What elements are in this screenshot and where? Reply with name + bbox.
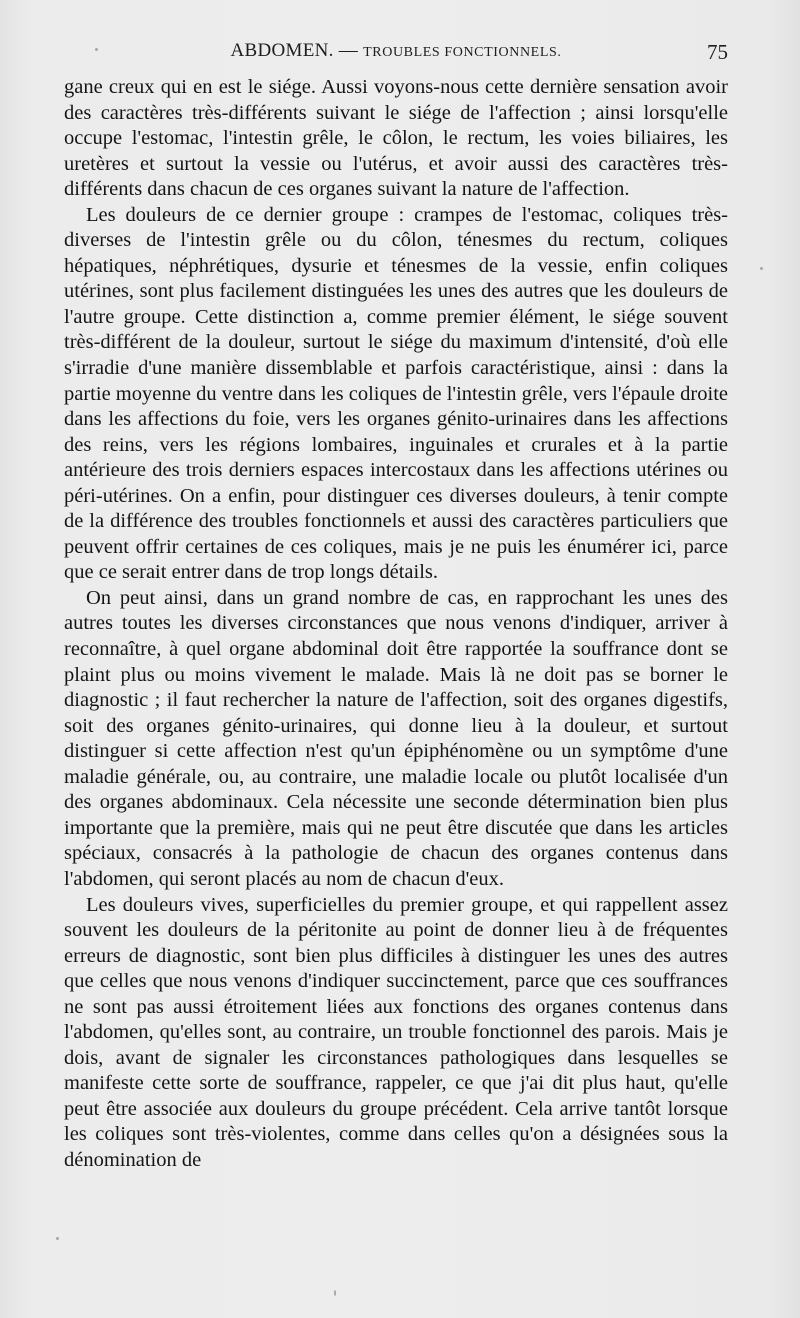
running-head-title	[64, 40, 728, 62]
paper-speck	[95, 48, 98, 51]
running-head	[64, 40, 728, 68]
paragraph: On peut ainsi, dans un grand nombre de cas, en rapprochant les unes des autres toutes les diverses circonstances que nous venons d'indiquer, arriver à reconnaître, à quel organe abdominal doit être rapportée la souffrance dont se plaint plus ou moins vivement le malade. Mais là ne doit pas se borner le diagnostic ; il faut rechercher la nature de l'affection, soit des organes digestifs, soit des organes génito-urinaires, qui donne lieu à la douleur, et surtout distinguer si cette affection n'est qu'un épiphénomène ou un symptôme d'une maladie générale, ou, au contraire, une maladie locale ou plutôt localisée d'un des organes abdominaux. Cela nécessite une seconde détermination bien plus importante que la première, mais qui ne peut être discutée que dans les articles spéciaux, consacrés à la pathologie de chacun des organes contenus dans l'abdomen, qui seront placés au nom de chacun d'eux.	[64, 586, 728, 890]
paragraph-continued: gane creux qui en est le siége. Aussi voyons-nous cette dernière sensation avoir des caractères très-différents suivant le siége de l'affection ; ainsi lorsqu'elle occupe l'estomac, l'intestin grêle, le côlon, le rectum, les voies biliaires, les uretères et surtout la vessie ou l'utérus, et avoir aussi des caractères très-différents dans chacun de ces organes suivant la nature de l'affection.	[64, 76, 728, 201]
paper-speck	[56, 1237, 59, 1240]
paper-speck	[334, 1290, 336, 1296]
section-subtitle: TROUBLES FONCTIONNELS.	[363, 45, 562, 60]
paragraph: Les douleurs vives, superficielles du premier groupe, et qui rappellent assez souvent les douleurs de la péritonite au point de donner lieu à de fréquentes erreurs de diagnostic, sont bien plus difficiles à distinguer les unes des autres que celles que nous venons d'indiquer succinctement, parce que ces souffrances ne sont pas aussi étroitement liées aux fonctions des organes contenus dans l'abdomen, qu'elles sont, au contraire, un trouble fonctionnel des parois. Mais je dois, avant de signaler les circonstances pathologiques dans lesquelles se manifeste cette sorte de souffrance, rappeler, ce que j'ai dit plus haut, qu'elle peut être associée aux douleurs du groupe précédent. Cela arrive tantôt lorsque les coliques sont très-violentes, comme dans celles qu'on a désignées sous la dénomination de	[64, 893, 728, 1171]
paragraph: Les douleurs de ce dernier groupe : crampes de l'estomac, coliques très-diverses de l'intestin grêle ou du côlon, ténesmes du rectum, coliques hépatiques, néphrétiques, dysurie et ténesmes de la vessie, enfin coliques utérines, sont plus facilement distinguées les unes des autres que les douleurs de l'autre groupe. Cette distinction a, comme premier élément, le siége souvent très-différent de la douleur, surtout le siége du maximum d'intensité, d'où elle s'irradie d'une manière dissemblable et parfois caractéristique, ainsi : dans la partie moyenne du ventre dans les coliques de l'intestin grêle, vers l'épaule droite dans les affections du foie, vers les organes génito-urinaires dans les affections des reins, vers les régions lombaires, inguinales et crurales et à la partie antérieure des trois derniers espaces intercostaux dans les affections utérines ou péri-utérines. On a enfin, pour distinguer ces diverses douleurs, à tenir compte de la différence des troubles fonctionnels et aussi des caractères particuliers que peuvent offrir certaines de ces coliques, mais je ne puis les énumérer ici, parce que ce serait entrer dans de trop longs détails.	[64, 203, 728, 584]
title-separator: —	[333, 40, 364, 61]
body-text	[64, 75, 728, 1174]
page-number: 75	[707, 40, 728, 64]
paper-speck	[760, 267, 763, 270]
chapter-title: ABDOMEN.	[230, 40, 334, 61]
